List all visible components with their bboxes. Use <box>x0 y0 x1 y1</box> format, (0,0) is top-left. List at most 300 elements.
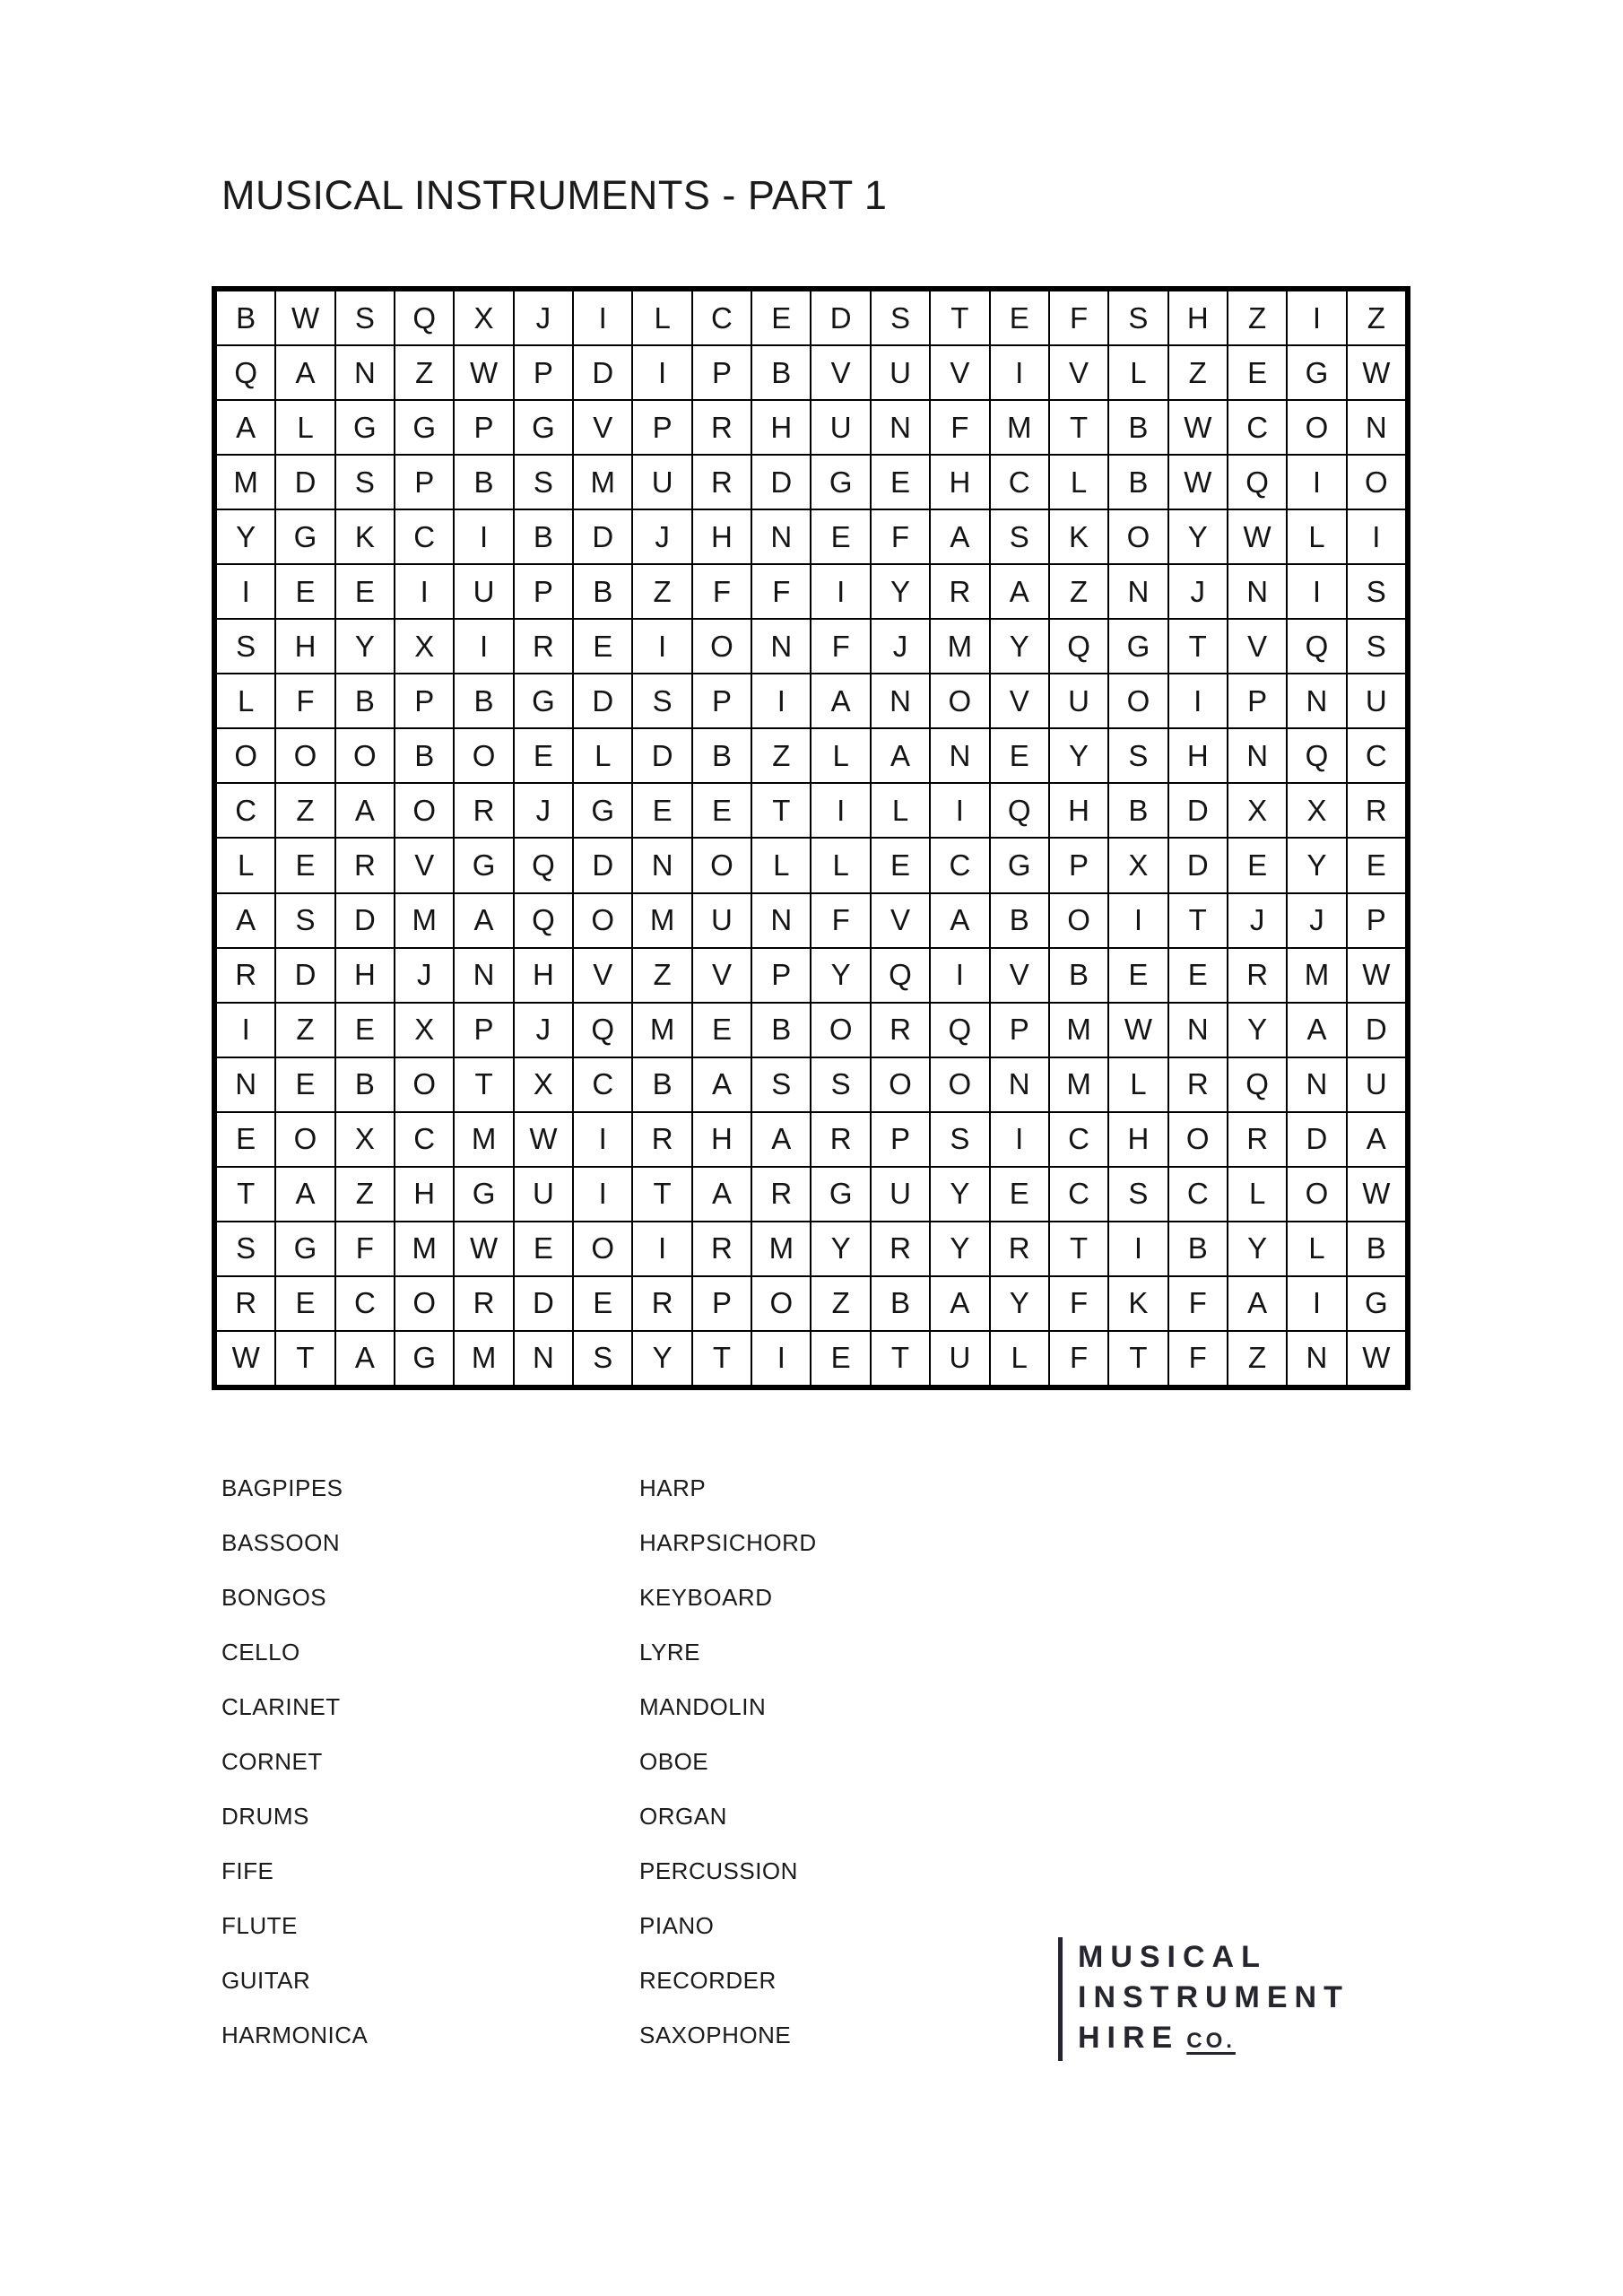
grid-cell-r4-c10: D <box>751 455 811 509</box>
grid-cell-r20-c6: N <box>514 1331 573 1386</box>
grid-cell-r6-c9: F <box>692 564 751 619</box>
grid-cell-r13-c19: M <box>1287 948 1346 1003</box>
grid-cell-r3-c15: T <box>1049 400 1108 455</box>
grid-cell-r13-c5: N <box>454 948 513 1003</box>
grid-cell-r4-c14: C <box>990 455 1049 509</box>
grid-cell-r13-c10: P <box>751 948 811 1003</box>
grid-cell-r2-c4: Z <box>395 345 454 400</box>
grid-cell-r10-c4: O <box>395 783 454 838</box>
grid-cell-r12-c4: M <box>395 893 454 948</box>
grid-cell-r17-c10: R <box>751 1167 811 1222</box>
grid-cell-r12-c8: M <box>632 893 691 948</box>
grid-cell-r20-c1: W <box>216 1331 275 1386</box>
grid-cell-r7-c14: Y <box>990 619 1049 674</box>
word-list-item: PERCUSSION <box>639 1857 798 1884</box>
grid-cell-r6-c20: S <box>1347 564 1406 619</box>
grid-cell-r20-c3: A <box>335 1331 395 1386</box>
grid-cell-r4-c5: B <box>454 455 513 509</box>
grid-cell-r7-c16: G <box>1108 619 1167 674</box>
grid-cell-r9-c11: L <box>811 728 870 783</box>
grid-cell-r6-c7: B <box>573 564 632 619</box>
grid-cell-r5-c10: N <box>751 509 811 564</box>
grid-cell-r5-c12: F <box>871 509 930 564</box>
grid-cell-r10-c6: J <box>514 783 573 838</box>
grid-cell-r1-c12: S <box>871 291 930 345</box>
grid-cell-r19-c20: G <box>1347 1276 1406 1331</box>
grid-cell-r2-c11: V <box>811 345 870 400</box>
grid-cell-r19-c9: P <box>692 1276 751 1331</box>
grid-cell-r12-c7: O <box>573 893 632 948</box>
grid-cell-r3-c9: R <box>692 400 751 455</box>
grid-cell-r20-c14: L <box>990 1331 1049 1386</box>
grid-cell-r3-c12: N <box>871 400 930 455</box>
grid-cell-r8-c15: U <box>1049 674 1108 728</box>
grid-cell-r12-c1: A <box>216 893 275 948</box>
grid-cell-r18-c13: Y <box>930 1222 989 1276</box>
grid-cell-r14-c14: P <box>990 1003 1049 1057</box>
grid-cell-r1-c13: T <box>930 291 989 345</box>
grid-cell-r5-c13: A <box>930 509 989 564</box>
grid-cell-r1-c14: E <box>990 291 1049 345</box>
grid-cell-r11-c20: E <box>1347 838 1406 892</box>
grid-cell-r4-c20: O <box>1347 455 1406 509</box>
grid-cell-r13-c3: H <box>335 948 395 1003</box>
grid-cell-r14-c8: M <box>632 1003 691 1057</box>
grid-cell-r17-c13: Y <box>930 1167 989 1222</box>
grid-cell-r13-c9: V <box>692 948 751 1003</box>
grid-cell-r14-c1: I <box>216 1003 275 1057</box>
grid-cell-r4-c15: L <box>1049 455 1108 509</box>
grid-cell-r8-c19: N <box>1287 674 1346 728</box>
grid-cell-r17-c14: E <box>990 1167 1049 1222</box>
grid-cell-r5-c14: S <box>990 509 1049 564</box>
grid-cell-r19-c2: E <box>275 1276 334 1331</box>
grid-cell-r11-c8: N <box>632 838 691 892</box>
grid-cell-r15-c11: S <box>811 1057 870 1112</box>
grid-cell-r10-c11: I <box>811 783 870 838</box>
grid-cell-r14-c3: E <box>335 1003 395 1057</box>
grid-cell-r1-c1: B <box>216 291 275 345</box>
grid-cell-r10-c13: I <box>930 783 989 838</box>
grid-cell-r8-c13: O <box>930 674 989 728</box>
grid-cell-r1-c18: Z <box>1228 291 1287 345</box>
grid-cell-r13-c8: Z <box>632 948 691 1003</box>
logo-line-instrument: INSTRUMENT <box>1078 1980 1350 2014</box>
grid-cell-r10-c16: B <box>1108 783 1167 838</box>
grid-cell-r12-c2: S <box>275 893 334 948</box>
grid-cell-r9-c5: O <box>454 728 513 783</box>
grid-cell-r16-c1: E <box>216 1112 275 1167</box>
grid-cell-r19-c8: R <box>632 1276 691 1331</box>
grid-cell-r20-c17: F <box>1168 1331 1228 1386</box>
grid-cell-r13-c15: B <box>1049 948 1108 1003</box>
grid-cell-r20-c8: Y <box>632 1331 691 1386</box>
grid-cell-r14-c11: O <box>811 1003 870 1057</box>
grid-cell-r7-c13: M <box>930 619 989 674</box>
grid-cell-r16-c3: X <box>335 1112 395 1167</box>
grid-cell-r2-c9: P <box>692 345 751 400</box>
grid-cell-r4-c12: E <box>871 455 930 509</box>
grid-cell-r2-c16: L <box>1108 345 1167 400</box>
grid-cell-r18-c15: T <box>1049 1222 1108 1276</box>
grid-cell-r8-c3: B <box>335 674 395 728</box>
grid-cell-r3-c10: H <box>751 400 811 455</box>
grid-cell-r9-c16: S <box>1108 728 1167 783</box>
grid-cell-r19-c5: R <box>454 1276 513 1331</box>
grid-cell-r15-c8: B <box>632 1057 691 1112</box>
grid-cell-r13-c6: H <box>514 948 573 1003</box>
grid-cell-r12-c20: P <box>1347 893 1406 948</box>
grid-cell-r7-c11: F <box>811 619 870 674</box>
grid-cell-r19-c14: Y <box>990 1276 1049 1331</box>
word-list-right <box>639 1475 817 2077</box>
grid-cell-r14-c10: B <box>751 1003 811 1057</box>
grid-cell-r15-c5: T <box>454 1057 513 1112</box>
word-list-item: DRUMS <box>221 1803 309 1830</box>
grid-cell-r3-c5: P <box>454 400 513 455</box>
grid-cell-r5-c4: C <box>395 509 454 564</box>
word-list-item: OBOE <box>639 1748 709 1775</box>
logo-text <box>1078 1937 1350 2061</box>
grid-cell-r4-c19: I <box>1287 455 1346 509</box>
grid-cell-r14-c19: A <box>1287 1003 1346 1057</box>
grid-cell-r5-c1: Y <box>216 509 275 564</box>
grid-cell-r10-c7: G <box>573 783 632 838</box>
grid-cell-r9-c17: H <box>1168 728 1228 783</box>
grid-cell-r2-c5: W <box>454 345 513 400</box>
grid-cell-r12-c17: T <box>1168 893 1228 948</box>
grid-cell-r7-c19: Q <box>1287 619 1346 674</box>
word-list-item: HARPSICHORD <box>639 1529 817 1556</box>
grid-cell-r1-c9: C <box>692 291 751 345</box>
grid-cell-r11-c9: O <box>692 838 751 892</box>
grid-cell-r2-c15: V <box>1049 345 1108 400</box>
grid-cell-r3-c4: G <box>395 400 454 455</box>
grid-cell-r9-c18: N <box>1228 728 1287 783</box>
word-list-item: LYRE <box>639 1639 700 1665</box>
grid-cell-r2-c14: I <box>990 345 1049 400</box>
grid-cell-r12-c16: I <box>1108 893 1167 948</box>
grid-cell-r3-c20: N <box>1347 400 1406 455</box>
grid-cell-r7-c7: E <box>573 619 632 674</box>
word-list-item: FIFE <box>221 1857 274 1884</box>
grid-cell-r6-c3: E <box>335 564 395 619</box>
grid-cell-r16-c18: R <box>1228 1112 1287 1167</box>
word-list-item: ORGAN <box>639 1803 727 1830</box>
grid-cell-r15-c3: B <box>335 1057 395 1112</box>
grid-cell-r10-c5: R <box>454 783 513 838</box>
grid-cell-r9-c6: E <box>514 728 573 783</box>
grid-cell-r2-c3: N <box>335 345 395 400</box>
grid-cell-r6-c8: Z <box>632 564 691 619</box>
grid-cell-r17-c4: H <box>395 1167 454 1222</box>
grid-cell-r8-c7: D <box>573 674 632 728</box>
grid-cell-r15-c17: R <box>1168 1057 1228 1112</box>
grid-cell-r19-c6: D <box>514 1276 573 1331</box>
grid-cell-r6-c5: U <box>454 564 513 619</box>
grid-cell-r11-c11: L <box>811 838 870 892</box>
grid-cell-r6-c14: A <box>990 564 1049 619</box>
grid-cell-r14-c13: Q <box>930 1003 989 1057</box>
grid-cell-r17-c8: T <box>632 1167 691 1222</box>
grid-cell-r6-c18: N <box>1228 564 1287 619</box>
grid-cell-r14-c2: Z <box>275 1003 334 1057</box>
grid-cell-r3-c6: G <box>514 400 573 455</box>
grid-cell-r7-c10: N <box>751 619 811 674</box>
grid-cell-r17-c9: A <box>692 1167 751 1222</box>
grid-cell-r13-c7: V <box>573 948 632 1003</box>
grid-cell-r11-c5: G <box>454 838 513 892</box>
grid-cell-r19-c12: B <box>871 1276 930 1331</box>
brand-logo <box>1058 1937 1350 2061</box>
grid-cell-r11-c1: L <box>216 838 275 892</box>
grid-cell-r18-c6: E <box>514 1222 573 1276</box>
grid-cell-r20-c13: U <box>930 1331 989 1386</box>
grid-cell-r10-c20: R <box>1347 783 1406 838</box>
grid-cell-r12-c3: D <box>335 893 395 948</box>
grid-cell-r19-c4: O <box>395 1276 454 1331</box>
grid-cell-r5-c8: J <box>632 509 691 564</box>
grid-cell-r7-c6: R <box>514 619 573 674</box>
grid-cell-r14-c9: E <box>692 1003 751 1057</box>
grid-cell-r6-c16: N <box>1108 564 1167 619</box>
grid-cell-r1-c10: E <box>751 291 811 345</box>
grid-cell-r20-c12: T <box>871 1331 930 1386</box>
grid-cell-r10-c3: A <box>335 783 395 838</box>
word-list-item: MANDOLIN <box>639 1693 767 1720</box>
grid-cell-r18-c14: R <box>990 1222 1049 1276</box>
grid-cell-r6-c11: I <box>811 564 870 619</box>
grid-cell-r11-c6: Q <box>514 838 573 892</box>
grid-cell-r18-c4: M <box>395 1222 454 1276</box>
grid-cell-r7-c3: Y <box>335 619 395 674</box>
grid-cell-r12-c13: A <box>930 893 989 948</box>
grid-cell-r2-c17: Z <box>1168 345 1228 400</box>
grid-cell-r10-c15: H <box>1049 783 1108 838</box>
grid-cell-r2-c10: B <box>751 345 811 400</box>
grid-cell-r11-c16: X <box>1108 838 1167 892</box>
grid-cell-r2-c20: W <box>1347 345 1406 400</box>
grid-cell-r15-c15: M <box>1049 1057 1108 1112</box>
grid-cell-r3-c3: G <box>335 400 395 455</box>
grid-cell-r6-c10: F <box>751 564 811 619</box>
grid-cell-r12-c6: Q <box>514 893 573 948</box>
grid-cell-r5-c20: I <box>1347 509 1406 564</box>
grid-cell-r13-c1: R <box>216 948 275 1003</box>
grid-cell-r19-c3: C <box>335 1276 395 1331</box>
grid-cell-r9-c12: A <box>871 728 930 783</box>
grid-cell-r5-c5: I <box>454 509 513 564</box>
grid-cell-r7-c15: Q <box>1049 619 1108 674</box>
grid-cell-r6-c2: E <box>275 564 334 619</box>
grid-cell-r17-c3: Z <box>335 1167 395 1222</box>
grid-cell-r5-c9: H <box>692 509 751 564</box>
grid-cell-r8-c14: V <box>990 674 1049 728</box>
grid-cell-r9-c1: O <box>216 728 275 783</box>
grid-cell-r5-c3: K <box>335 509 395 564</box>
grid-cell-r15-c2: E <box>275 1057 334 1112</box>
grid-cell-r12-c15: O <box>1049 893 1108 948</box>
grid-cell-r18-c17: B <box>1168 1222 1228 1276</box>
grid-cell-r11-c13: C <box>930 838 989 892</box>
grid-cell-r19-c17: F <box>1168 1276 1228 1331</box>
grid-cell-r16-c4: C <box>395 1112 454 1167</box>
grid-cell-r17-c18: L <box>1228 1167 1287 1222</box>
grid-cell-r7-c20: S <box>1347 619 1406 674</box>
page-title: MUSICAL INSTRUMENTS - PART 1 <box>221 172 888 218</box>
grid-cell-r4-c18: Q <box>1228 455 1287 509</box>
grid-cell-r7-c8: I <box>632 619 691 674</box>
grid-cell-r8-c10: I <box>751 674 811 728</box>
grid-cell-r16-c5: M <box>454 1112 513 1167</box>
grid-cell-r20-c16: T <box>1108 1331 1167 1386</box>
grid-cell-r14-c7: Q <box>573 1003 632 1057</box>
grid-cell-r4-c4: P <box>395 455 454 509</box>
word-list-item: BAGPIPES <box>221 1474 343 1501</box>
grid-cell-r13-c13: I <box>930 948 989 1003</box>
grid-cell-r1-c2: W <box>275 291 334 345</box>
grid-cell-r7-c12: J <box>871 619 930 674</box>
word-search-grid <box>212 286 1410 1390</box>
grid-cell-r9-c15: Y <box>1049 728 1108 783</box>
word-list-item: SAXOPHONE <box>639 2022 792 2048</box>
grid-cell-r20-c19: N <box>1287 1331 1346 1386</box>
grid-cell-r7-c17: T <box>1168 619 1228 674</box>
grid-cell-r14-c5: P <box>454 1003 513 1057</box>
grid-cell-r9-c4: B <box>395 728 454 783</box>
grid-cell-r4-c8: U <box>632 455 691 509</box>
grid-cell-r18-c1: S <box>216 1222 275 1276</box>
grid-cell-r7-c1: S <box>216 619 275 674</box>
grid-cell-r8-c11: A <box>811 674 870 728</box>
grid-cell-r12-c11: F <box>811 893 870 948</box>
grid-cell-r12-c5: A <box>454 893 513 948</box>
grid-cell-r6-c4: I <box>395 564 454 619</box>
grid-cell-r7-c4: X <box>395 619 454 674</box>
grid-cell-r3-c17: W <box>1168 400 1228 455</box>
grid-cell-r18-c18: Y <box>1228 1222 1287 1276</box>
grid-cell-r18-c8: I <box>632 1222 691 1276</box>
grid-cell-r2-c12: U <box>871 345 930 400</box>
grid-cell-r17-c11: G <box>811 1167 870 1222</box>
grid-cell-r8-c4: P <box>395 674 454 728</box>
grid-cell-r4-c13: H <box>930 455 989 509</box>
grid-cell-r19-c7: E <box>573 1276 632 1331</box>
word-list-item: GUITAR <box>221 1967 311 1994</box>
grid-cell-r13-c18: R <box>1228 948 1287 1003</box>
grid-cell-r16-c11: R <box>811 1112 870 1167</box>
grid-cell-r10-c10: T <box>751 783 811 838</box>
grid-cell-r4-c1: M <box>216 455 275 509</box>
grid-cell-r2-c7: D <box>573 345 632 400</box>
grid-cell-r8-c20: U <box>1347 674 1406 728</box>
grid-cell-r18-c11: Y <box>811 1222 870 1276</box>
grid-cell-r1-c11: D <box>811 291 870 345</box>
word-list-item: BONGOS <box>221 1584 327 1611</box>
word-list-item: PIANO <box>639 1912 715 1939</box>
grid-cell-r20-c2: T <box>275 1331 334 1386</box>
grid-cell-r13-c17: E <box>1168 948 1228 1003</box>
grid-cell-r18-c10: M <box>751 1222 811 1276</box>
grid-cell-r15-c1: N <box>216 1057 275 1112</box>
grid-cell-r9-c14: E <box>990 728 1049 783</box>
grid-cell-r18-c20: B <box>1347 1222 1406 1276</box>
grid-cell-r16-c6: W <box>514 1112 573 1167</box>
grid-cell-r1-c20: Z <box>1347 291 1406 345</box>
grid-cell-r14-c15: M <box>1049 1003 1108 1057</box>
grid-cell-r9-c20: C <box>1347 728 1406 783</box>
word-list-left <box>221 1475 368 2077</box>
grid-cell-r8-c1: L <box>216 674 275 728</box>
grid-cell-r17-c12: U <box>871 1167 930 1222</box>
grid-cell-r19-c10: O <box>751 1276 811 1331</box>
grid-cell-r17-c5: G <box>454 1167 513 1222</box>
grid-cell-r11-c2: E <box>275 838 334 892</box>
grid-cell-r12-c19: J <box>1287 893 1346 948</box>
grid-cell-r10-c2: Z <box>275 783 334 838</box>
grid-cell-r4-c16: B <box>1108 455 1167 509</box>
grid-cell-r3-c8: P <box>632 400 691 455</box>
grid-cell-r15-c12: O <box>871 1057 930 1112</box>
grid-cell-r5-c6: B <box>514 509 573 564</box>
grid-cell-r16-c15: C <box>1049 1112 1108 1167</box>
grid-cell-r10-c12: L <box>871 783 930 838</box>
grid-cell-r16-c2: O <box>275 1112 334 1167</box>
grid-cell-r11-c3: R <box>335 838 395 892</box>
grid-cell-r3-c16: B <box>1108 400 1167 455</box>
grid-cell-r19-c15: F <box>1049 1276 1108 1331</box>
grid-cell-r3-c19: O <box>1287 400 1346 455</box>
grid-cell-r16-c16: H <box>1108 1112 1167 1167</box>
grid-cell-r11-c7: D <box>573 838 632 892</box>
grid-cell-r11-c14: G <box>990 838 1049 892</box>
grid-cell-r15-c14: N <box>990 1057 1049 1112</box>
logo-divider-bar <box>1058 1937 1063 2061</box>
grid-cell-r2-c18: E <box>1228 345 1287 400</box>
logo-line-hire: HIRE <box>1078 2021 1180 2055</box>
grid-cell-r11-c19: Y <box>1287 838 1346 892</box>
grid-cell-r6-c17: J <box>1168 564 1228 619</box>
grid-cell-r12-c12: V <box>871 893 930 948</box>
grid-cell-r7-c18: V <box>1228 619 1287 674</box>
grid-cell-r1-c19: I <box>1287 291 1346 345</box>
grid-cell-r14-c4: X <box>395 1003 454 1057</box>
grid-cell-r8-c8: S <box>632 674 691 728</box>
grid-cell-r18-c16: I <box>1108 1222 1167 1276</box>
grid-cell-r20-c18: Z <box>1228 1331 1287 1386</box>
grid-cell-r5-c7: D <box>573 509 632 564</box>
word-list-item: HARMONICA <box>221 2022 369 2048</box>
grid-cell-r8-c6: G <box>514 674 573 728</box>
word-list-item: CELLO <box>221 1639 300 1665</box>
grid-cell-r9-c3: O <box>335 728 395 783</box>
grid-cell-r19-c18: A <box>1228 1276 1287 1331</box>
grid-cell-r16-c17: O <box>1168 1112 1228 1167</box>
grid-cell-r15-c6: X <box>514 1057 573 1112</box>
grid-cell-r4-c6: S <box>514 455 573 509</box>
grid-cell-r18-c7: O <box>573 1222 632 1276</box>
grid-cell-r17-c7: I <box>573 1167 632 1222</box>
grid-cell-r17-c20: W <box>1347 1167 1406 1222</box>
grid-cell-r19-c11: Z <box>811 1276 870 1331</box>
grid-cell-r10-c1: C <box>216 783 275 838</box>
grid-cell-r8-c2: F <box>275 674 334 728</box>
grid-cell-r12-c10: N <box>751 893 811 948</box>
grid-cell-r1-c6: J <box>514 291 573 345</box>
grid-cell-r20-c5: M <box>454 1331 513 1386</box>
grid-cell-r11-c17: D <box>1168 838 1228 892</box>
grid-cell-r5-c11: E <box>811 509 870 564</box>
